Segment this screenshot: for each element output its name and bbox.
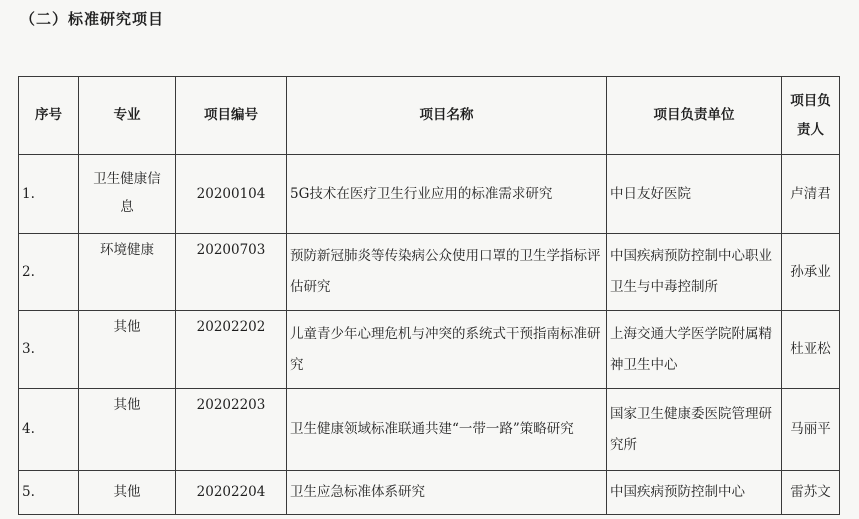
section-title: （二）标准研究项目	[20, 10, 165, 28]
row-specialty	[79, 155, 176, 234]
standard-research-projects-table	[18, 76, 840, 515]
row-specialty: 其他	[79, 311, 176, 389]
header-no: 序号	[19, 77, 79, 155]
row-name: 卫生应急标准体系研究	[287, 471, 607, 515]
row-name: 预防新冠肺炎等传染病公众使用口罩的卫生学指标评估研究	[287, 234, 607, 311]
row-code: 20200104	[176, 155, 287, 234]
table-row	[19, 471, 840, 515]
row-no: 4.	[19, 389, 79, 471]
row-unit: 中日友好医院	[607, 155, 782, 234]
row-specialty: 环境健康	[79, 234, 176, 311]
row-leader: 卢清君	[782, 155, 840, 234]
row-code: 20200703	[176, 234, 287, 311]
row-leader: 雷苏文	[782, 471, 840, 515]
row-no: 2.	[19, 234, 79, 311]
table-header-row	[19, 77, 840, 155]
row-leader: 杜亚松	[782, 311, 840, 389]
row-no: 1.	[19, 155, 79, 234]
header-leader	[782, 77, 840, 155]
row-specialty-label: 卫生健康信息	[93, 171, 161, 215]
row-no: 5.	[19, 471, 79, 515]
table-row	[19, 155, 840, 234]
row-specialty: 其他	[79, 389, 176, 471]
row-code: 20202202	[176, 311, 287, 389]
table-row	[19, 311, 840, 389]
row-name: 5G技术在医疗卫生行业应用的标准需求研究	[287, 155, 607, 234]
row-specialty: 其他	[79, 471, 176, 515]
row-unit: 国家卫生健康委医院管理研究所	[607, 389, 782, 471]
table-row	[19, 389, 840, 471]
row-unit: 中国疾病预防控制中心	[607, 471, 782, 515]
row-name: 卫生健康领域标准联通共建“一带一路”策略研究	[287, 389, 607, 471]
row-no: 3.	[19, 311, 79, 389]
header-code: 项目编号	[176, 77, 287, 155]
row-code: 20202204	[176, 471, 287, 515]
table-row	[19, 234, 840, 311]
header-unit: 项目负责单位	[607, 77, 782, 155]
header-leader-label: 项目负责人	[790, 92, 831, 138]
row-leader: 孙承业	[782, 234, 840, 311]
row-unit: 上海交通大学医学院附属精神卫生中心	[607, 311, 782, 389]
row-name: 儿童青少年心理危机与冲突的系统式干预指南标准研究	[287, 311, 607, 389]
header-name: 项目名称	[287, 77, 607, 155]
row-unit: 中国疾病预防控制中心职业卫生与中毒控制所	[607, 234, 782, 311]
row-code: 20202203	[176, 389, 287, 471]
header-specialty: 专业	[79, 77, 176, 155]
row-leader: 马丽平	[782, 389, 840, 471]
